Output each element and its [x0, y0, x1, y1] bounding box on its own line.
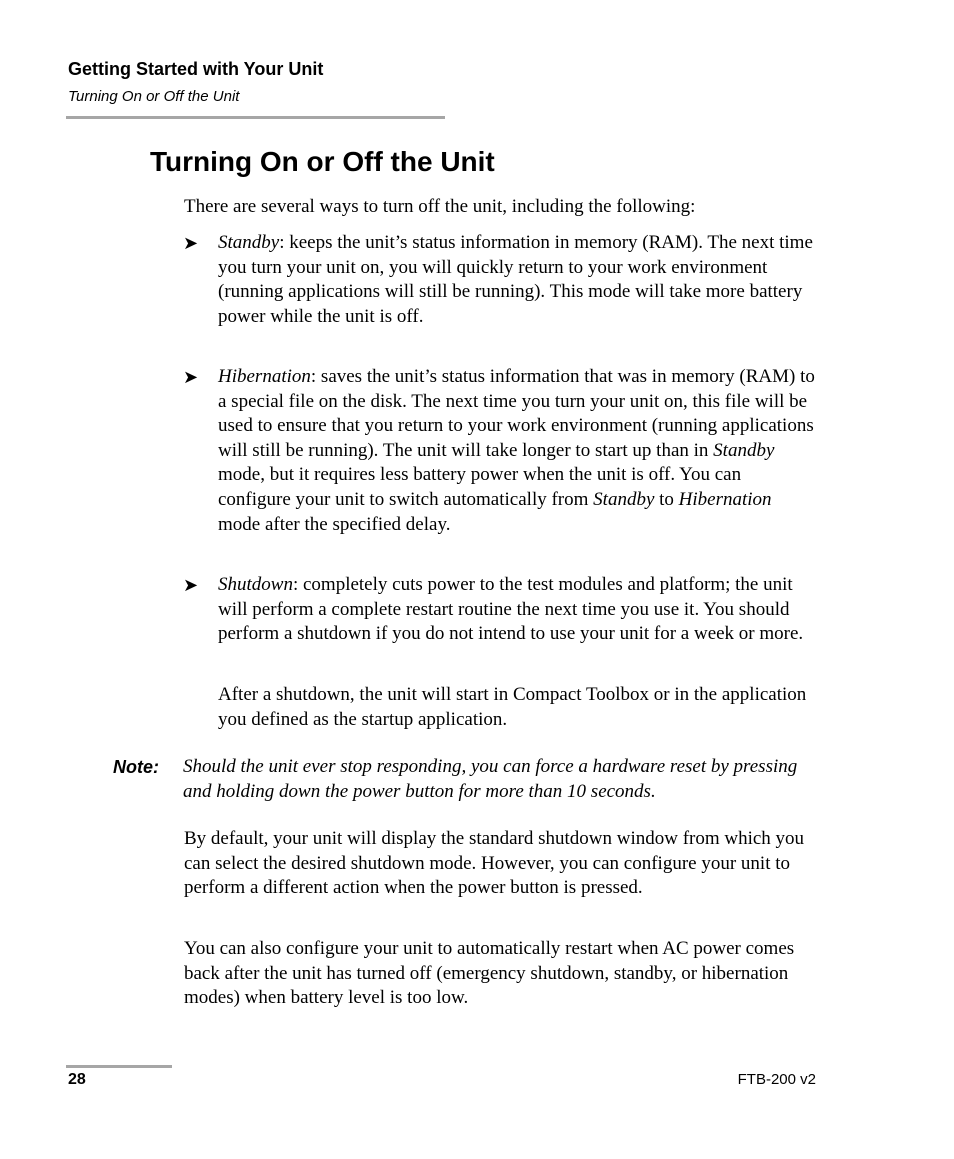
inline-term: Standby	[713, 439, 775, 461]
note-label: Note:	[113, 757, 159, 777]
hibernation-description-part: mode after the specified delay.	[218, 513, 451, 535]
inline-term: Standby	[593, 488, 655, 510]
footer-model: FTB-200 v2	[737, 1071, 816, 1088]
page-number: 28	[68, 1071, 86, 1088]
shutdown-description: : completely cuts power to the test modules and platform; the unit will perform a complete restart routine the next time you use it. You should perform a shutdown if you do not intend to use your unit for a week or more.	[218, 574, 804, 645]
inline-term: Hibernation	[678, 488, 772, 510]
hibernation-description-part: to	[654, 488, 679, 510]
header-rule	[66, 116, 445, 119]
shutdown-followup-paragraph: After a shutdown, the unit will start in Compact Toolbox or in the application you defined as the startup application.	[218, 684, 807, 730]
intro-paragraph: There are several ways to turn off the unit, including the following:	[184, 196, 696, 217]
running-header-subsection: Turning On or Off the Unit	[68, 88, 240, 105]
hibernation-description-part: mode, but it requires less battery power when the unit is off. You can configure your unit to switch automatically from	[218, 464, 742, 510]
running-header-section: Getting Started with Your Unit	[68, 59, 324, 79]
list-item-hibernation	[218, 365, 818, 537]
paragraph-default-shutdown: By default, your unit will display the standard shutdown window from which you can select the desired shutdown mode. However, you can configure your unit to perform a different action when the power button is pressed.	[184, 828, 805, 899]
note-text: Should the unit ever stop responding, you can force a hardware reset by pressing and holding down the power button for more than 10 seconds.	[183, 756, 798, 802]
hibernation-description-part: : saves the unit’s status information that was in memory (RAM) to a special file on the disk. The next time you turn your unit on, this file will be used to ensure that you return to your work environment (running applications will still be running). The unit will take longer to start up than in	[218, 366, 815, 461]
bullet-arrow-icon: ➤	[183, 233, 199, 253]
bullet-arrow-icon: ➤	[183, 575, 199, 595]
standby-description: : keeps the unit’s status information in memory (RAM). The next time you turn your unit on, you will quickly return to your work environment (running applications will still be running). This mode will take more battery power while the unit is off.	[218, 232, 813, 327]
page-title: Turning On or Off the Unit	[150, 146, 495, 177]
list-item-shutdown	[218, 573, 818, 647]
term-hibernation: Hibernation	[218, 366, 311, 387]
footer-rule	[66, 1065, 172, 1068]
paragraph-auto-restart: You can also configure your unit to automatically restart when AC power comes back after the unit has turned off (emergency shutdown, standby, or hibernation modes) when battery level is too low.	[184, 938, 795, 1009]
term-shutdown: Shutdown	[218, 574, 293, 595]
bullet-arrow-icon: ➤	[183, 367, 199, 387]
term-standby: Standby	[218, 232, 280, 253]
list-item-standby	[218, 231, 818, 329]
